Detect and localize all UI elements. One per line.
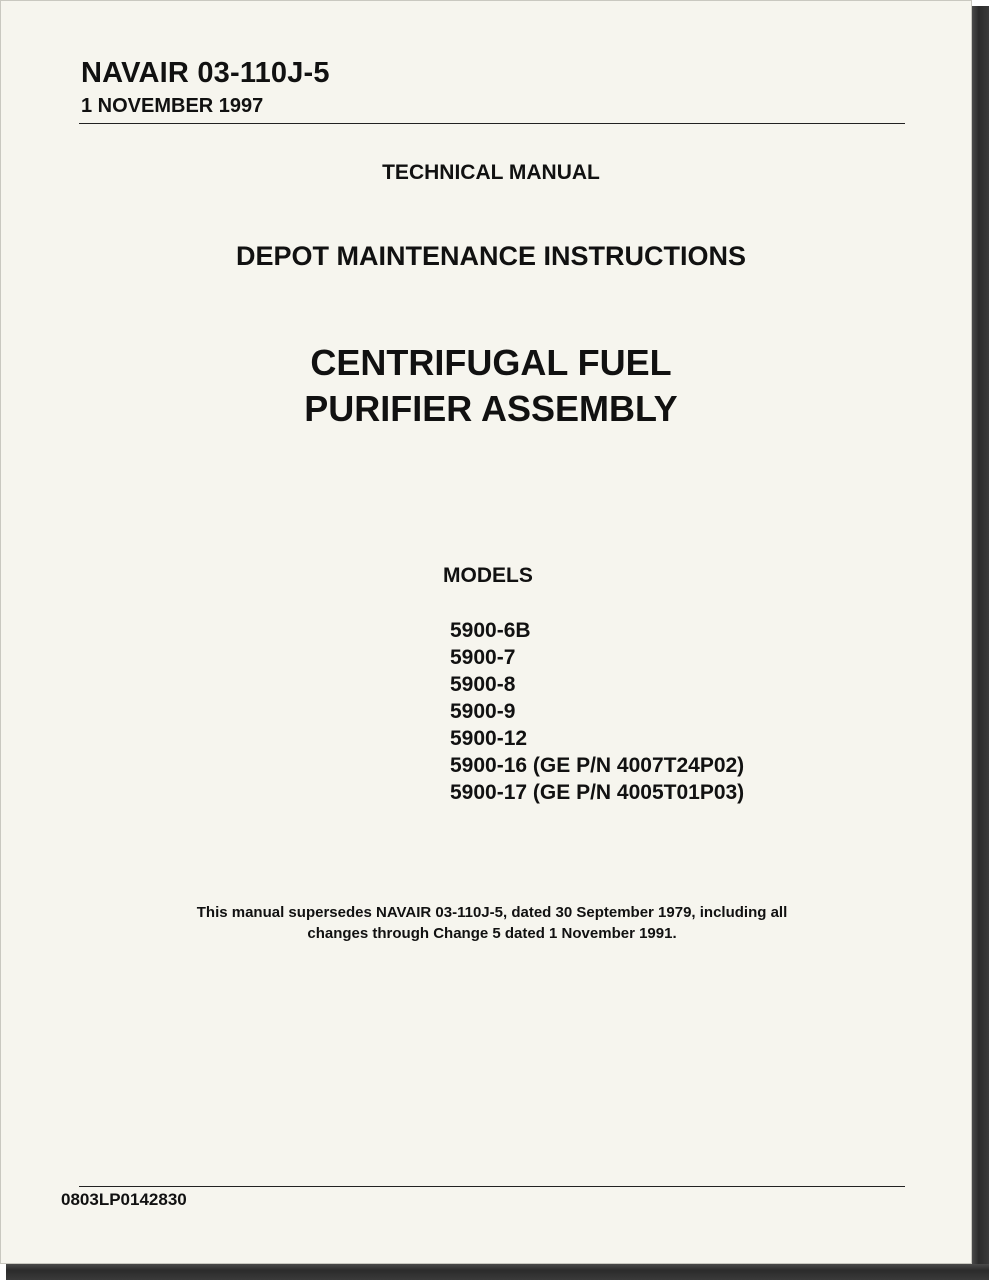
model-item: 5900-12 xyxy=(450,727,528,750)
supersede-note-line-2: changes through Change 5 dated 1 November 1991. xyxy=(307,925,677,942)
manual-type: TECHNICAL MANUAL xyxy=(382,161,600,184)
header-rule xyxy=(79,123,905,124)
supersede-note-line-1: This manual supersedes NAVAIR 03-110J-5, dated 30 September 1979, including all xyxy=(196,904,788,921)
model-item: 5900-6B xyxy=(450,619,531,642)
model-item: 5900-7 xyxy=(450,646,516,669)
document-date: 1 NOVEMBER 1997 xyxy=(81,95,264,117)
supersede-note xyxy=(1,902,983,944)
document-number: NAVAIR 03-110J-5 xyxy=(81,57,330,89)
model-item: 5900-16 (GE P/N 4007T24P02) xyxy=(450,754,745,777)
document-title-line-1: CENTRIFUGAL FUEL xyxy=(310,342,672,383)
models-list xyxy=(450,617,744,806)
document-subtitle: DEPOT MAINTENANCE INSTRUCTIONS xyxy=(235,241,746,271)
models-heading: MODELS xyxy=(443,564,533,587)
page-shadow-right xyxy=(972,6,989,1280)
page-shadow-bottom xyxy=(6,1264,989,1280)
footer-rule xyxy=(79,1186,905,1187)
control-number: 0803LP0142830 xyxy=(61,1190,187,1209)
model-item: 5900-9 xyxy=(450,700,516,723)
model-item: 5900-17 (GE P/N 4005T01P03) xyxy=(450,781,745,804)
model-item: 5900-8 xyxy=(450,673,516,696)
document-title-line-2: PURIFIER ASSEMBLY xyxy=(304,388,678,429)
